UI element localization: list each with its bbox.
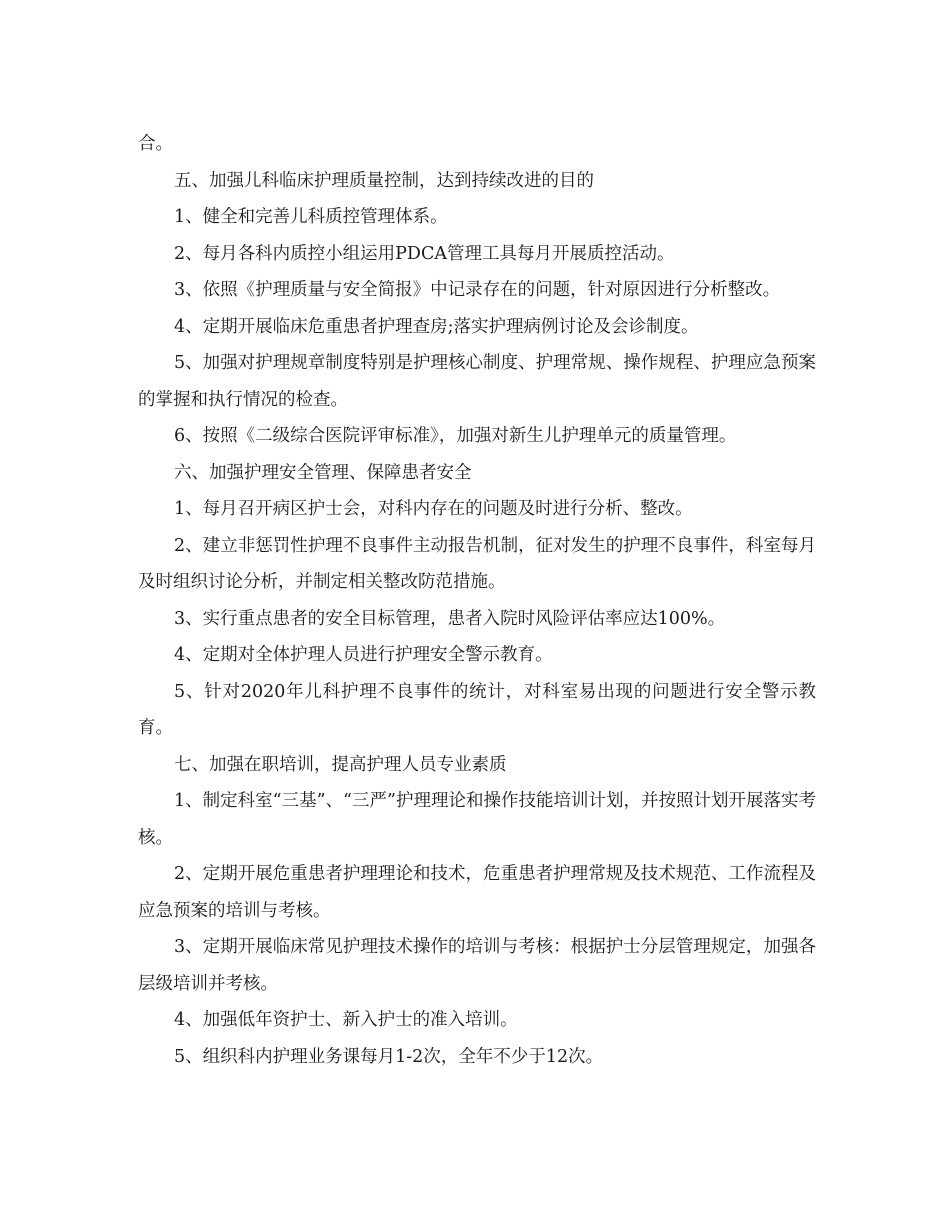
section-heading-7: 七、加强在职培训，提高护理人员专业素质	[174, 754, 507, 775]
list-item: 5、针对2020年儿科护理不良事件的统计，对科室易出现的问题进行安全警示教育。	[138, 681, 816, 738]
list-item: 3、定期开展临床常见护理技术操作的培训与考核：根据护士分层管理规定，加强各层级培训并考核。	[138, 937, 816, 994]
list-item: 2、建立非惩罚性护理不良事件主动报告机制，征对发生的护理不良事件，科室每月及时组织讨论分析，并制定相关整改防范措施。	[138, 535, 816, 592]
document-body	[138, 126, 816, 1075]
list-item: 1、制定科室“三基”、“三严”护理理论和操作技能培训计划，并按照计划开展落实考核。	[138, 791, 816, 848]
list-item: 5、组织科内护理业务课每月1-2次，全年不少于12次。	[174, 1046, 604, 1067]
list-item: 2、每月各科内质控小组运用PDCA管理工具每月开展质控活动。	[174, 243, 675, 264]
list-item: 4、加强低年资护士、新入护士的准入培训。	[174, 1010, 518, 1030]
section-heading-6: 六、加强护理安全管理、保障患者安全	[174, 462, 472, 483]
list-item: 4、定期开展临床危重患者护理查房;落实护理病例讨论及会诊制度。	[174, 316, 699, 337]
list-item: 4、定期对全体护理人员进行护理安全警示教育。	[174, 645, 553, 665]
section-heading-5: 五、加强儿科临床护理质量控制，达到持续改进的目的	[174, 170, 594, 191]
list-item: 2、定期开展危重患者护理理论和技术，危重患者护理常规及技术规范、工作流程及应急预案的培训与考核。	[138, 864, 816, 921]
list-item: 1、健全和完善儿科质控管理体系。	[174, 207, 448, 227]
list-item: 1、每月召开病区护士会，对科内存在的问题及时进行分析、整改。	[174, 499, 693, 519]
list-item: 5、加强对护理规章制度特别是护理核心制度、护理常规、操作规程、护理应急预案的掌握和执行情况的检查。	[138, 353, 816, 410]
list-item: 3、实行重点患者的安全目标管理，患者入院时风险评估率应达100%。	[174, 608, 726, 629]
paragraph-continuation: 合。	[138, 134, 173, 154]
list-item: 3、依照《护理质量与安全简报》中记录存在的问题，针对原因进行分析整改。	[174, 280, 781, 300]
list-item: 6、按照《二级综合医院评审标准》，加强对新生儿护理单元的质量管理。	[174, 426, 737, 446]
